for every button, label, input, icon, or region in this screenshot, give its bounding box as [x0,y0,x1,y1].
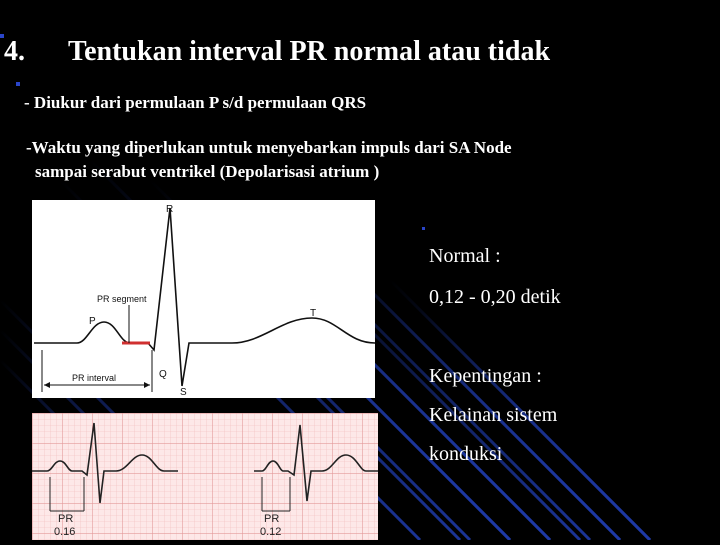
ecg-trace [34,208,375,386]
normal-range: 0,12 - 0,20 detik [429,286,561,308]
bullet-measurement: - Diukur dari permulaan P s/d permulaan QRS [24,93,367,112]
slide-number: 4. [4,36,25,67]
ecg-waveform-svg [32,200,375,398]
label-pr-interval: PR interval [72,373,117,383]
slide-title-text: Tentukan interval PR normal atau tidak [68,36,551,67]
ecg-rhythm-strip [32,413,378,540]
label-p: P [89,316,96,327]
label-q: Q [159,369,167,380]
left-pr-value: 0.16 [54,526,76,538]
pr-interval-arrowhead-left [44,382,50,388]
label-pr-segment: PR segment [97,294,147,304]
bullet-marker [422,227,425,230]
label-s: S [180,387,187,398]
left-pr-label: PR [58,513,74,525]
label-r: R [166,204,174,215]
right-pr-value: 0.12 [260,526,282,538]
ecg-grid [32,413,378,540]
ecg-strip-svg [32,413,378,540]
slide-title [4,36,550,68]
pr-interval-arrowhead-right [144,382,150,388]
bullet-definition-line1: -Waktu yang diperlukan untuk menyebarkan impuls dari SA Node [26,138,512,157]
normal-label: Normal : [429,245,501,267]
label-t: T [310,308,317,319]
bullet-definition-line2: sampai serabut ventrikel (Depolarisasi atrium ) [35,162,380,181]
right-pr-label: PR [264,513,280,525]
kepentingan-line2: konduksi [429,443,503,465]
ecg-waveform-diagram [32,200,375,398]
bullet-marker [16,82,20,86]
kepentingan-label: Kepentingan : [429,365,542,387]
kepentingan-line1: Kelainan sistem [429,404,558,426]
